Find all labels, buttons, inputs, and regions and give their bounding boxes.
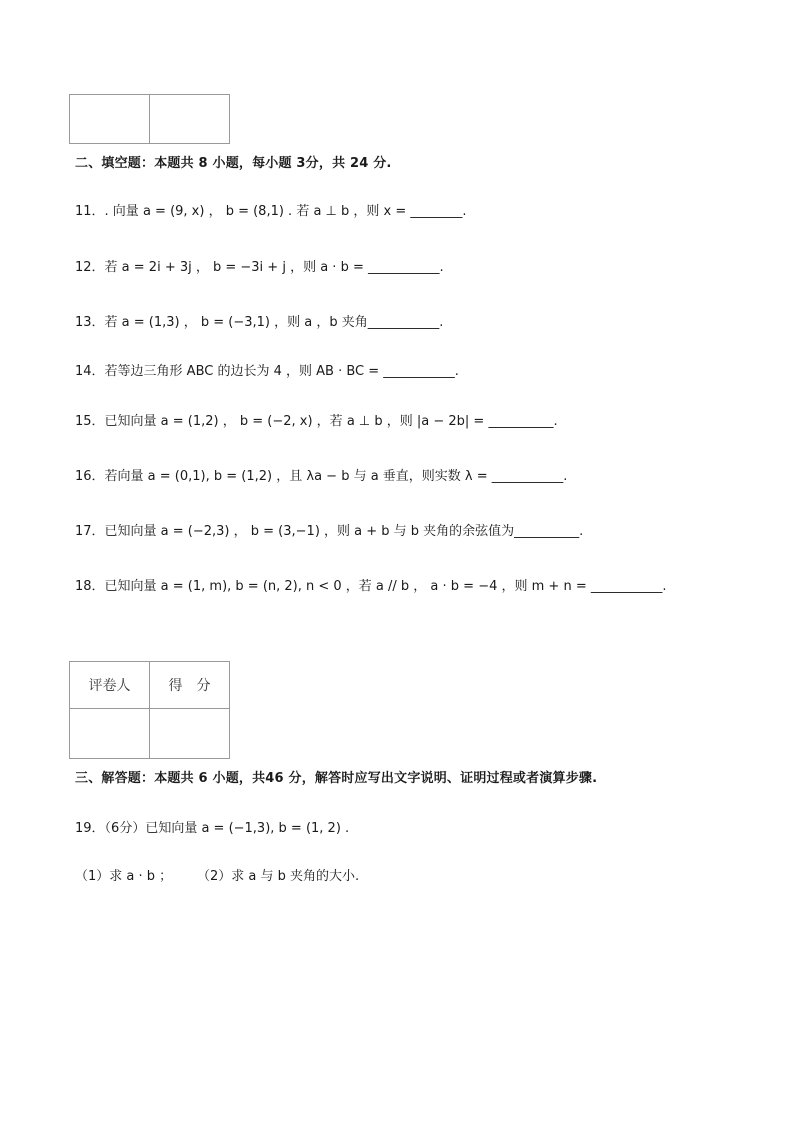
score-cell (70, 95, 150, 144)
question-15: 15．已知向量 a = (1,2) ， b = (−2, x) ，若 a ⊥ b ，则 |a − 2b| = __________. (75, 414, 558, 429)
question-18: 18．已知向量 a = (1, m), b = (n, 2), n < 0 ，若 a // b ， a · b = −4 ，则 m + n = ___________. (75, 579, 667, 594)
question-17: 17．已知向量 a = (−2,3) ， b = (3,−1) ，则 a + b 与 b 夹角的余弦值为__________. (75, 524, 584, 539)
question-13: 13．若 a = (1,3) ， b = (−3,1) ，则 a ，b 夹角___________. (75, 315, 444, 330)
question-19-part-1: （1）求 a · b ； (75, 869, 173, 884)
score-table-bottom (69, 661, 230, 759)
grader-cell (70, 709, 150, 759)
grader-header: 评卷人 (70, 662, 150, 709)
question-12: 12．若 a = 2i + 3j ， b = −3i + j ，则 a · b = ___________. (75, 260, 444, 275)
score-cell (150, 95, 230, 144)
question-14: 14．若等边三角形 ABC 的边长为 4 ，则 AB · BC = ___________. (75, 364, 459, 379)
question-19-part-2: （2）求 a 与 b 夹角的大小. (197, 869, 360, 884)
question-19-stem: 19．（6分）已知向量 a = (−1,3), b = (1, 2) . (75, 821, 350, 836)
score-header: 得 分 (150, 662, 230, 709)
question-16: 16．若向量 a = (0,1), b = (1,2) ，且 λa − b 与 a 垂直，则实数 λ = ___________. (75, 469, 568, 484)
question-11: 11．. 向量 a = (9, x) ， b = (8,1) . 若 a ⊥ b ，则 x = ________. (75, 204, 467, 219)
section-title-answer: 三、解答题：本题共 6 小题，共46 分，解答时应写出文字说明、证明过程或者演算步骤. (75, 771, 598, 786)
score-cell (150, 709, 230, 759)
score-table-top (69, 94, 230, 144)
section-title-fill-in: 二、填空题：本题共 8 小题，每小题 3分，共 24 分. (75, 156, 392, 171)
